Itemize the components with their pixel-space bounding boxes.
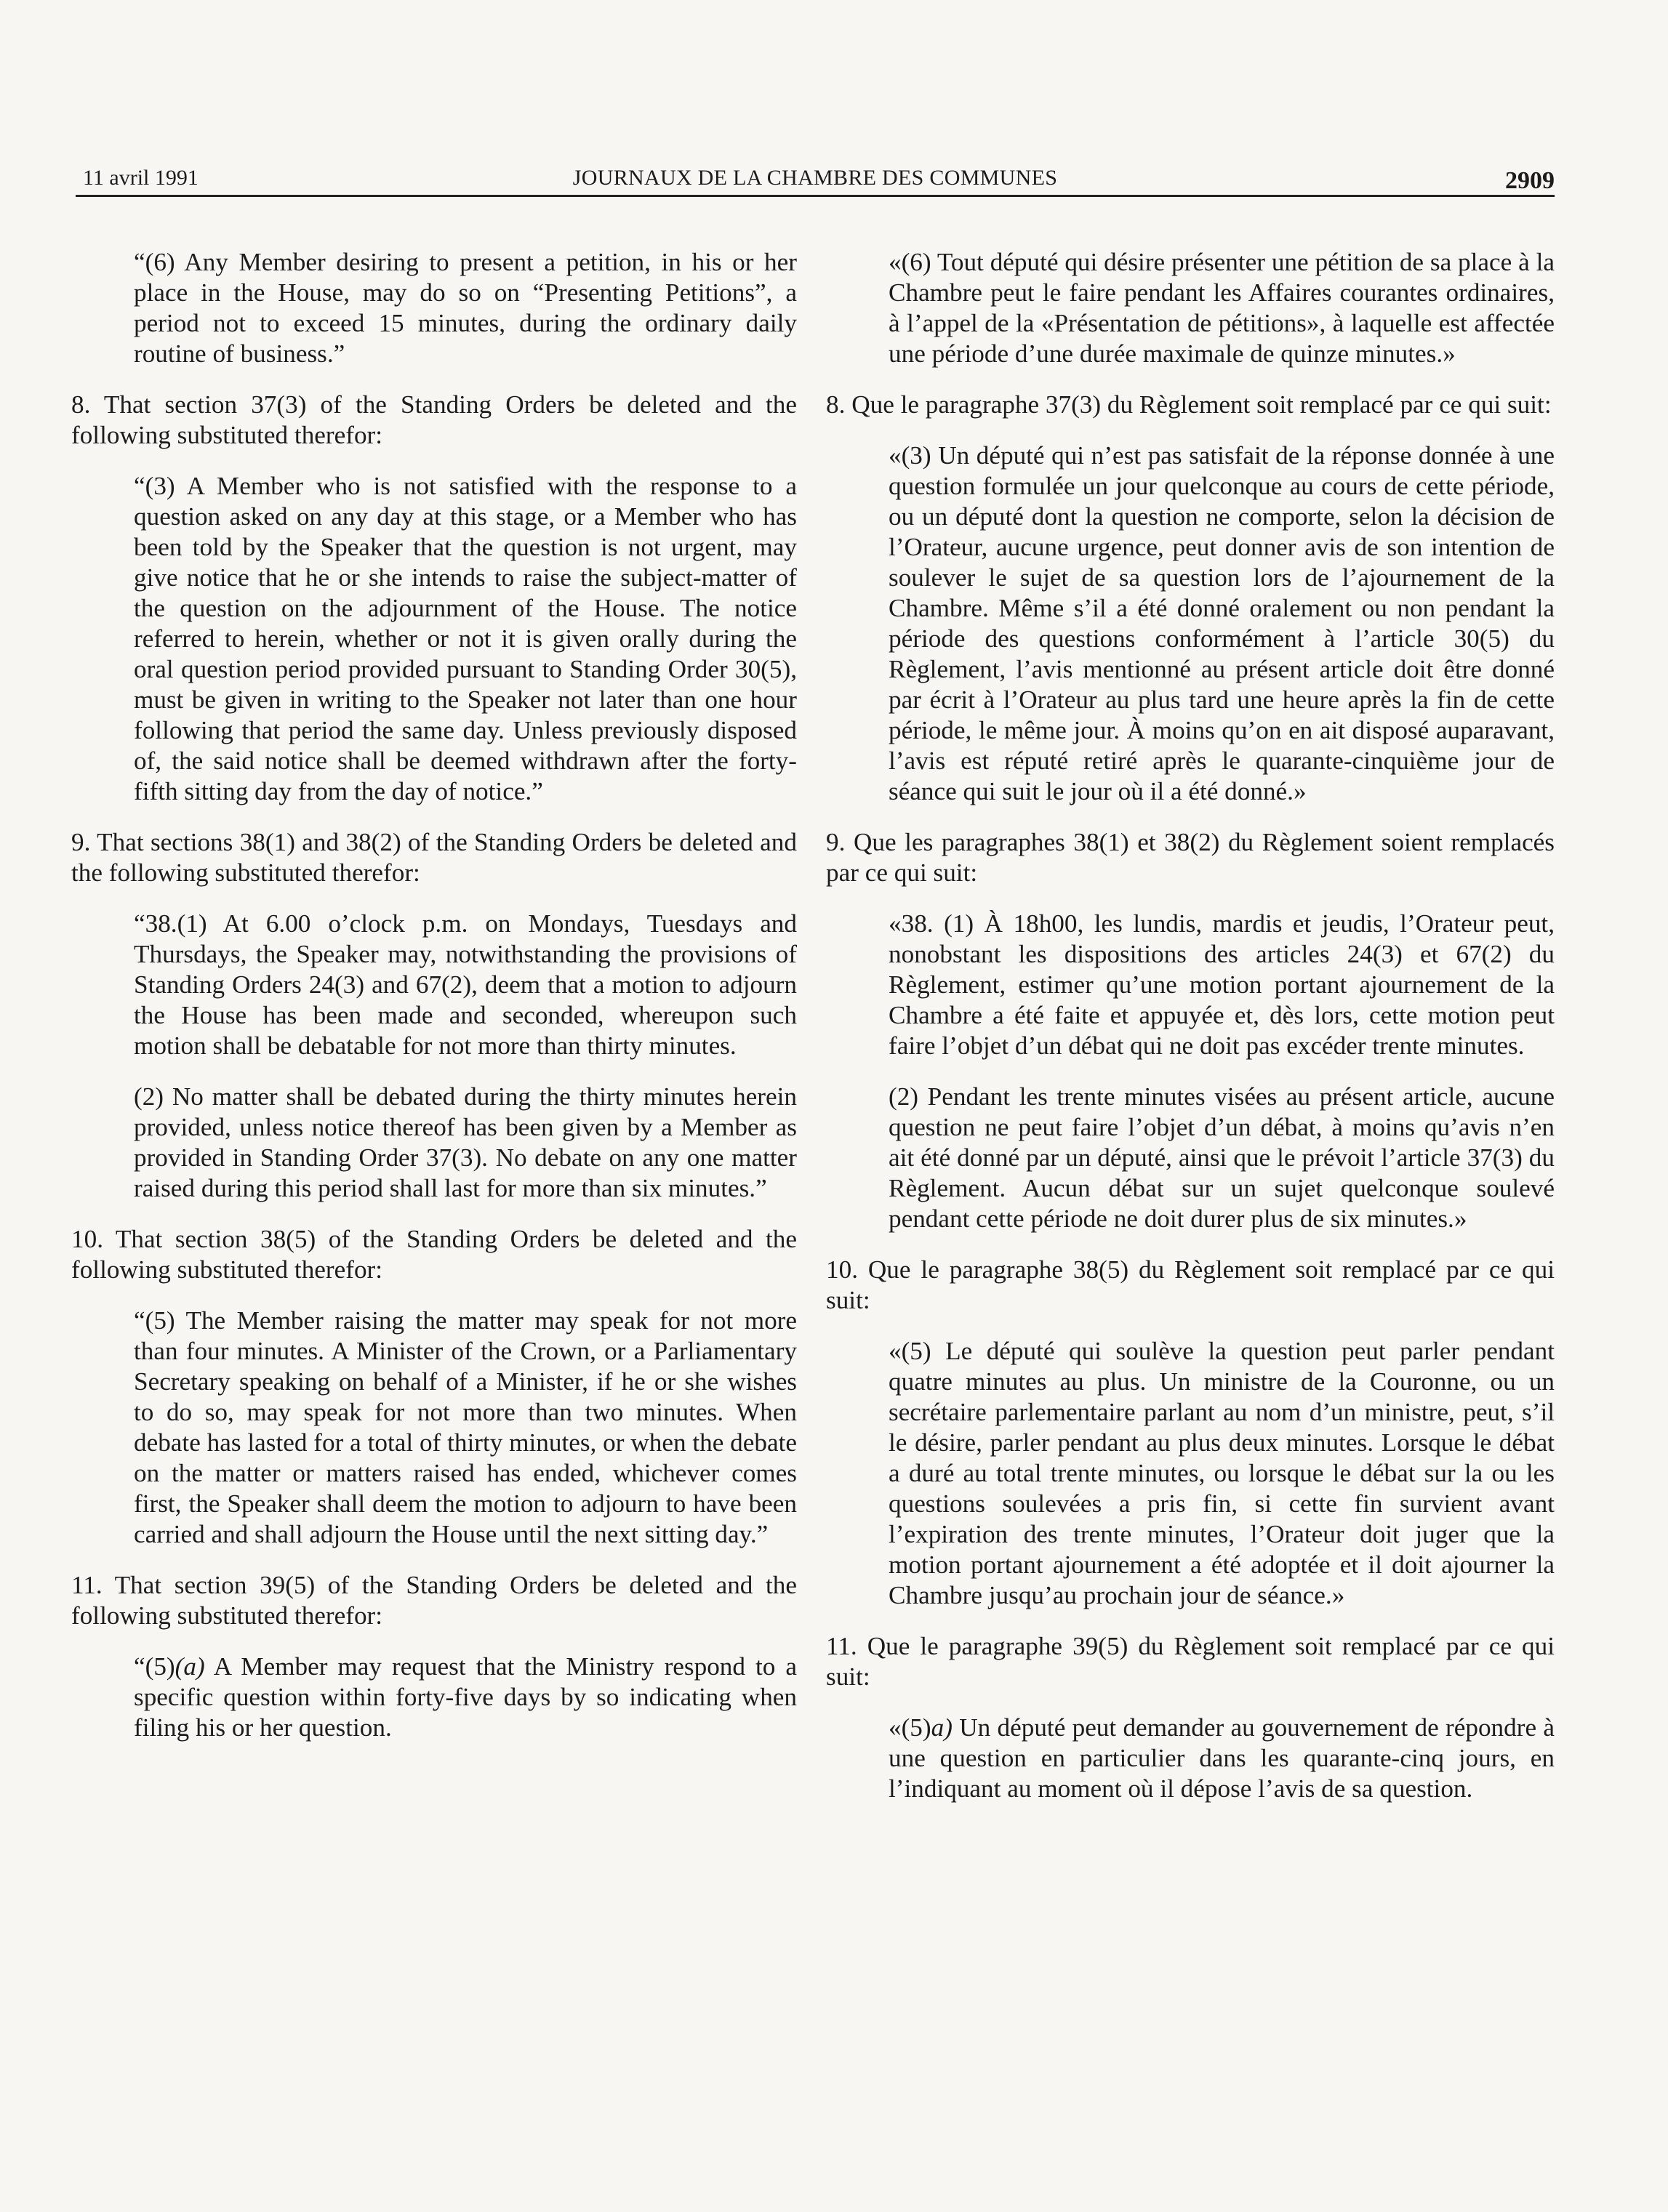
fr-item-11-rest: Un député peut demander au gouvernement de répondre à une question en particulier dans les quarante-cinq jours, en l’indiquant au moment où il dépose l’avis de sa question. [889,1713,1555,1803]
fr-item-11-prefix: «(5) [889,1713,931,1742]
header-title: JOURNAUX DE LA CHAMBRE DES COMMUNES [572,166,1058,190]
fr-subsection-6: «(6) Tout député qui désire présenter une pétition de sa place à la Chambre peut le faire pendant les Affaires courantes ordinaires, à l’appel de la «Présentation de pétitions», à laquelle est affectée une période d’une durée maximale de quinze minutes.» [889,248,1555,368]
en-item-11-text [134,1652,797,1743]
en-subsection-6: “(6) Any Member desiring to present a petition, in his or her place in the House, may do so on “Presenting Petitions”, a period not to exceed 15 minutes, during the ordinary daily routine of business.” [134,248,797,368]
french-column [826,247,1555,1825]
en-item-9-text-2: (2) No matter shall be debated during the thirty minutes herein provided, unless notice thereof has been given by a Member as provided in Standing Order 37(3). No debate on any one matter raised during this period shall last for more than six minutes.” [134,1082,797,1202]
en-item-11-letter: (a) [175,1652,205,1681]
fr-item-9-text-2: (2) Pendant les trente minutes visées au présent article, aucune question ne peut faire l’objet d’un débat, à moins qu’avis n’en ait été donné par un député, ainsi que le prévoit l’article 37(3) du Règlement. Aucun débat sur un sujet quelconque soulevé pendant cette période ne doit durer plus de six minutes.» [889,1082,1555,1233]
fr-item-10-text: «(5) Le député qui soulève la question peut parler pendant quatre minutes au plus. Un ministre de la Couronne, ou un secrétaire parlementaire parlant au nom d’un ministre, peut, s’il le désire, parler pendant au plus deux minutes. Lorsque le débat a duré au total trente minutes, ou lorsque le débat sur la ou les questions soulevées a pris fin, si cette fin survient avant l’expiration des trente minutes, l’Orateur doit juger que la motion portant ajournement a été adoptée et il doit ajourner la Chambre jusqu’au prochain jour de séance.» [889,1337,1555,1609]
fr-item-11: 11. Que le paragraphe 39(5) du Règlement soit remplacé par ce qui suit: [826,1632,1555,1691]
en-item-11-prefix: “(5) [134,1652,175,1681]
en-item-11: 11. That section 39(5) of the Standing Orders be deleted and the following substituted therefor: [71,1571,797,1630]
fr-item-10: 10. Que le paragraphe 38(5) du Règlement soit remplacé par ce qui suit: [826,1255,1555,1314]
en-item-11-rest: A Member may request that the Ministry respond to a specific question within forty-five days by so indicating when filing his or her question. [134,1652,797,1742]
en-item-8: 8. That section 37(3) of the Standing Orders be deleted and the following substituted therefor: [71,390,797,449]
header-date: 11 avril 1991 [83,166,199,190]
en-item-9: 9. That sections 38(1) and 38(2) of the Standing Orders be deleted and the following substituted therefor: [71,828,797,887]
en-item-9-text-1: “38.(1) At 6.00 o’clock p.m. on Mondays, Tuesdays and Thursdays, the Speaker may, notwithstanding the provisions of Standing Orders 24(3) and 67(2), deem that a motion to adjourn the House has been made and seconded, whereupon such motion shall be debatable for not more than thirty minutes. [134,909,797,1060]
page-number: 2909 [1505,167,1555,194]
fr-item-11-text [889,1713,1555,1804]
en-item-10: 10. That section 38(5) of the Standing Orders be deleted and the following substituted therefor: [71,1225,797,1284]
fr-item-8: 8. Que le paragraphe 37(3) du Règlement soit remplacé par ce qui suit: [826,390,1552,419]
en-item-10-text: “(5) The Member raising the matter may speak for not more than four minutes. A Minister of the Crown, or a Parliamentary Secretary speaking on behalf of a Minister, if he or she wishes to do so, may speak for not more than two minutes. When debate has lasted for a total of thirty minutes, or when the debate on the matter or matters raised has ended, whichever comes first, the Speaker shall deem the motion to adjourn to have been carried and shall adjourn the House until the next sitting day.” [134,1306,797,1548]
fr-item-8-text: «(3) Un député qui n’est pas satisfait de la réponse donnée à une question formulée un jour quelconque au cours de cette période, ou un député dont la question ne comporte, selon la décision de l’Orateur, aucune urgence, peut donner avis de son intention de soulever le sujet de sa question lors de l’ajournement de la Chambre. Même s’il a été donné oralement ou non pendant la période des questions conformément à l’article 30(5) du Règlement, l’avis mentionné au présent article doit être donné par écrit à l’Orateur au plus tard une heure après la fin de cette période, le même jour. À moins qu’on en ait disposé auparavant, l’avis est réputé retiré après le quarante-cinquième jour de séance qui suit le jour où il a été donné.» [889,441,1555,805]
en-item-8-text: “(3) A Member who is not satisfied with the response to a question asked on any day at this stage, or a Member who has been told by the Speaker that the question is not urgent, may give notice that he or she intends to raise the subject-matter of the question on the adjournment of the House. The notice referred to herein, whether or not it is given orally during the oral question period provided pursuant to Standing Order 30(5), must be given in writing to the Speaker not later than one hour following that period the same day. Unless previously disposed of, the said notice shall be deemed withdrawn after the forty-fifth sitting day from the day of notice.” [134,472,797,805]
fr-item-9-text-1: «38. (1) À 18h00, les lundis, mardis et jeudis, l’Orateur peut, nonobstant les dispositions des articles 24(3) et 67(2) du Règlement, estimer qu’une motion portant ajournement de la Chambre a été faite et appuyée et, dès lors, cette motion peut faire l’objet d’un débat qui ne doit pas excéder trente minutes. [889,909,1555,1060]
fr-item-9: 9. Que les paragraphes 38(1) et 38(2) du Règlement soient remplacés par ce qui suit: [826,828,1555,887]
fr-item-11-letter: a) [931,1713,953,1742]
english-column [71,247,797,1763]
page-header [76,158,1555,197]
